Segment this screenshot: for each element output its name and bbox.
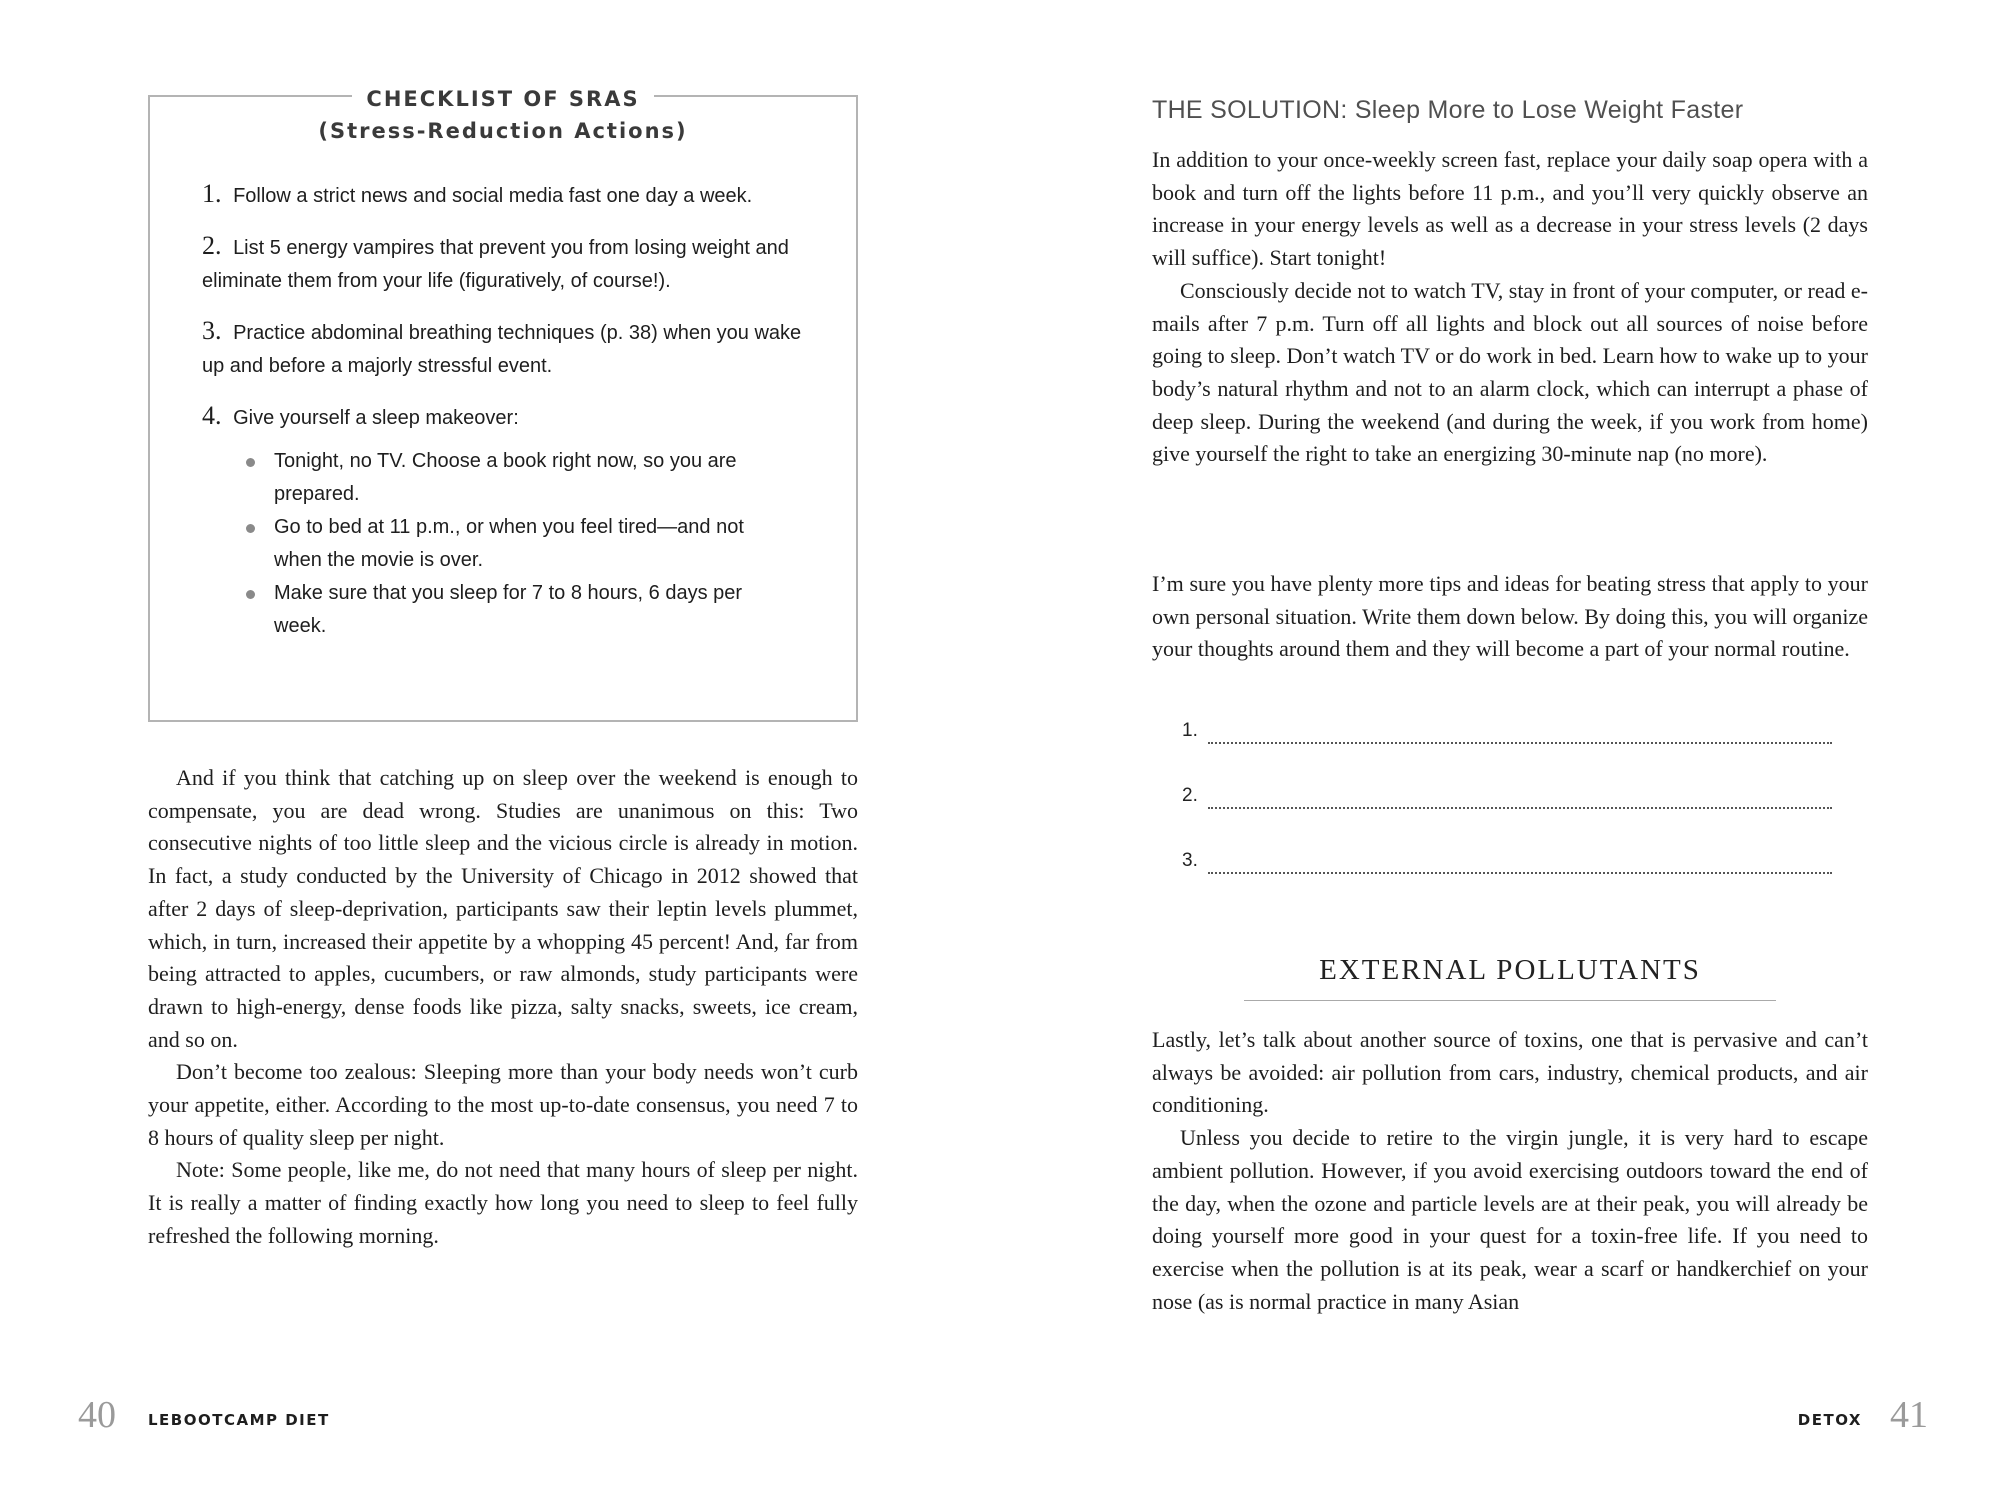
bullet-icon [246, 458, 255, 467]
checklist-title-line1: CHECKLIST OF SRAS [352, 87, 653, 111]
write-in-line-number: 2. [1182, 785, 1198, 806]
checklist-subitem [246, 511, 786, 577]
checklist-subitem-text: Make sure that you sleep for 7 to 8 hours, 6 days per week. [274, 582, 743, 637]
bullet-icon [246, 590, 255, 599]
write-in-line-number: 1. [1182, 720, 1198, 741]
running-footer: DETOX [1797, 1411, 1862, 1429]
dotted-leader [1208, 785, 1832, 809]
dotted-leader [1208, 720, 1832, 744]
checklist-items [202, 177, 812, 659]
checklist-item-number: 2. [202, 231, 222, 260]
checklist-item-text: Give yourself a sleep makeover: [233, 407, 519, 429]
paragraph: Note: Some people, like me, do not need that many hours of sleep per night. It is really a matter of finding exactly how long you need to sleep to feel fully refreshed the following morning. [148, 1157, 858, 1248]
checklist-item-number: 1. [202, 179, 222, 208]
checklist-item-number: 3. [202, 316, 222, 345]
checklist-subitem [246, 577, 786, 643]
paragraph: Consciously decide not to watch TV, stay in front of your computer, or read e-mails after 7 p.m. Turn off all lights and block out all sources of noise before going to sleep. Don’t watch TV or do work in bed. Learn how to wake up to your body’s natural rhythm and not to an alarm clock, which can interrupt a phase of deep sleep. During the weekend (and during the week, if you work from home) give yourself the right to take an energizing 30-minute nap (no more). [1152, 277, 1868, 467]
checklist-item-text: Follow a strict news and social media fast one day a week. [233, 185, 753, 207]
bullet-icon [246, 524, 255, 533]
checklist-title [150, 83, 856, 147]
pollutants-body-text [1152, 1024, 1868, 1318]
write-in-line[interactable] [1182, 785, 1832, 850]
solution-heading: THE SOLUTION: Sleep More to Lose Weight Faster [1152, 96, 1744, 124]
paragraph: In addition to your once-weekly screen fast, replace your daily soap opera with a book and turn off the lights before 11 p.m., and you’ll very quickly observe an increase in your energy levels as well as a decrease in your stress levels (2 days will suffice). Start tonight! [1152, 147, 1868, 271]
right-page [1000, 0, 2000, 1500]
paragraph: Lastly, let’s talk about another source of toxins, one that is pervasive and can’t always be avoided: air pollution from cars, industry, chemical products, and air conditioning. [1152, 1027, 1868, 1118]
checklist-item-text: List 5 energy vampires that prevent you from losing weight and eliminate them from your life (figuratively, of course!). [202, 237, 789, 292]
checklist-item [202, 399, 812, 643]
paragraph: Unless you decide to retire to the virgin jungle, it is very hard to escape ambient pollution. However, if you avoid exercising outdoors toward the end of the day, when the ozone and particle levels are at their peak, you will already be doing yourself more good in your quest for a toxin-free life. If you need to exercise when the pollution is at its peak, wear a scarf or handkerchief on your nose (as is normal practice in many Asian [1152, 1125, 1868, 1314]
checklist-item [202, 177, 812, 213]
checklist-item [202, 229, 812, 298]
checklist-item [202, 314, 812, 383]
checklist-item-number: 4. [202, 401, 222, 430]
section-heading: EXTERNAL POLLUTANTS [1244, 952, 1776, 1001]
checklist-title-line2: (Stress-Reduction Actions) [304, 119, 701, 143]
paragraph: Don’t become too zealous: Sleeping more than your body needs won’t curb your appetite, either. According to the most up-to-date consensus, you need 7 to 8 hours of quality sleep per night. [148, 1059, 858, 1150]
checklist-subitem [246, 445, 786, 511]
sras-checklist-box [148, 87, 858, 722]
page-number: 41 [1890, 1394, 1928, 1436]
checklist-subitem-text: Go to bed at 11 p.m., or when you feel tired—and not when the movie is over. [274, 516, 744, 571]
write-in-line[interactable] [1182, 720, 1832, 785]
write-in-line-number: 3. [1182, 850, 1198, 871]
checklist-sublist [246, 445, 786, 643]
page-number: 40 [78, 1394, 116, 1436]
write-in-lines [1182, 720, 1832, 915]
solution-body-text [1152, 144, 1868, 471]
checklist-subitem-text: Tonight, no TV. Choose a book right now, so you are prepared. [274, 450, 737, 505]
paragraph: And if you think that catching up on sleep over the weekend is enough to compensate, you are dead wrong. Studies are unanimous on this: Two consecutive nights of too little sleep and the vicious circle is already in motion. In fact, a study conducted by the University of Chicago in 2012 showed that after 2 days of sleep-deprivation, participants saw their leptin levels plummet, which, in turn, increased their appetite by a whopping 45 percent! And, far from being attracted to apples, cucumbers, or raw almonds, study participants were drawn to high-energy, dense foods like pizza, salty snacks, sweets, ice cream, and so on. [148, 765, 858, 1052]
tips-body-text [1152, 568, 1868, 666]
left-body-text [148, 762, 858, 1253]
running-footer: LEBOOTCAMP DIET [148, 1411, 330, 1429]
checklist-item-text: Practice abdominal breathing techniques (p. 38) when you wake up and before a majorly stressful event. [202, 322, 802, 377]
dotted-leader [1208, 850, 1832, 874]
paragraph: I’m sure you have plenty more tips and ideas for beating stress that apply to your own personal situation. Write them down below. By doing this, you will organize your thoughts around them and they will become a part of your normal routine. [1152, 571, 1868, 662]
write-in-line[interactable] [1182, 850, 1832, 915]
